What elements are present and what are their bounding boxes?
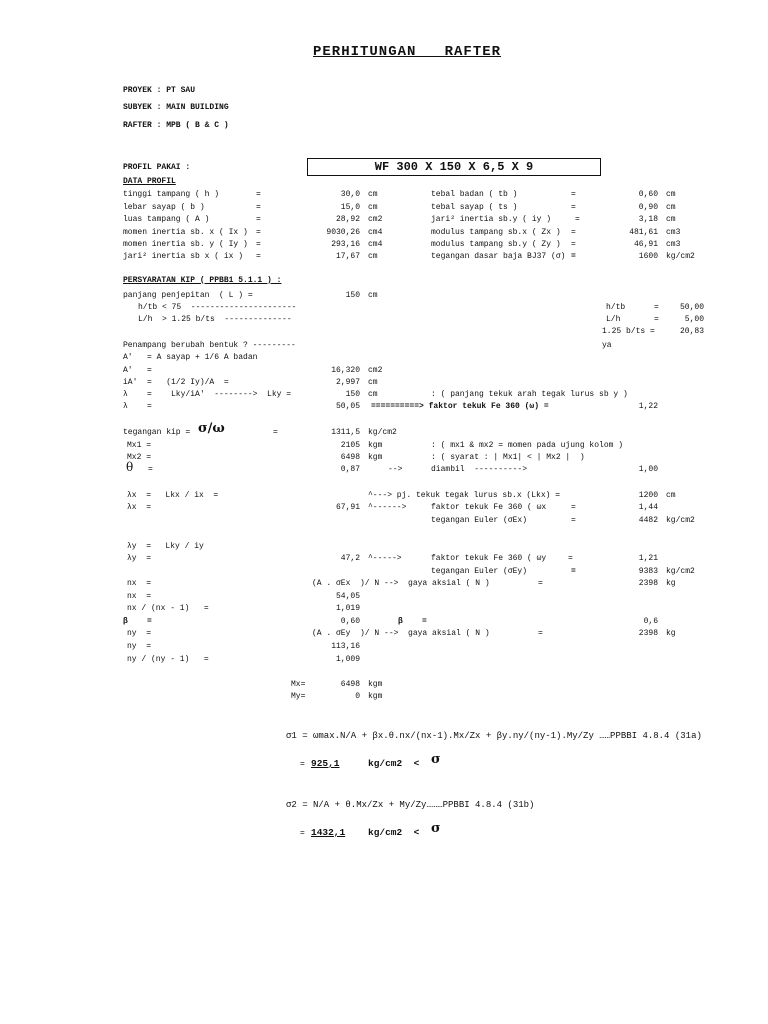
ny1-eq: =: [538, 629, 543, 638]
data-left-value: 15,0: [340, 203, 360, 212]
mx-label: Mx=: [291, 680, 306, 689]
formula-sigma1: σ1 = ωmax.N/A + βx.θ.nx/(nx-1).Mx/Zx + βy.ny/(ny-1).My/Zy ……PPBBI 4.8.4 (31a): [286, 731, 702, 741]
mx2-value: 6498: [340, 453, 360, 462]
profil-label: PROFIL PAKAI :: [123, 163, 191, 172]
data-right-eq: =: [571, 203, 576, 212]
rafter-line: RAFTER : MPB ( B & C ): [123, 121, 229, 130]
mx-unit: kgm: [368, 680, 383, 689]
data-left-unit: cm: [368, 190, 378, 199]
data-left-eq: =: [256, 252, 261, 261]
kip-stress-unit: kg/cm2: [368, 428, 397, 437]
my-unit: kgm: [368, 692, 383, 701]
data-right-label: tegangan dasar baja BJ37 (σ): [431, 252, 566, 261]
ny3-value: 1,009: [335, 655, 360, 664]
euler-x-value: 4482: [638, 516, 658, 525]
data-left-unit: cm4: [368, 228, 383, 237]
euler-y-eq: =: [571, 567, 576, 576]
data-left-label: momen inertia sb. y ( Iy ): [123, 240, 248, 249]
nx1-expr: (A . σEx )/ N --> gaya aksial ( N ): [312, 579, 490, 588]
ht-condition: h/tb < 75 ----------------------: [138, 303, 297, 312]
euler-y-value: 9383: [638, 567, 658, 576]
lkx-note: ^---> pj. tekuk tegak lurus sb.x (Lkx) =: [368, 491, 561, 500]
data-left-value: 17,67: [335, 252, 360, 261]
euler-x-label: tegangan Euler (σEx): [431, 516, 528, 525]
nx3-label: nx / (nx - 1) =: [127, 604, 209, 613]
data-right-label: jari² inertia sb.y ( iy ): [431, 215, 552, 224]
nx1-eq: =: [538, 579, 543, 588]
ia-label: iA' = (1/2 Iy)/A =: [123, 378, 229, 387]
data-right-label: modulus tampang sb.x ( Zx ): [431, 228, 561, 237]
theta-result: 1,00: [638, 465, 658, 474]
data-left-eq: =: [256, 190, 261, 199]
result1-eq: =: [300, 760, 305, 769]
result2-sigma: σ: [431, 821, 441, 836]
mx1-unit: kgm: [368, 441, 383, 450]
omega-y-value: 1,21: [638, 554, 658, 563]
data-right-unit: kg/cm2: [666, 252, 695, 261]
nx1-value: 2398: [638, 579, 658, 588]
result1-value: 925,1: [311, 758, 340, 769]
penampang-answer: ya: [602, 341, 612, 350]
ny1-label: ny =: [127, 629, 152, 638]
kip-stress-value: 1311,5: [331, 428, 360, 437]
euler-x-eq: =: [571, 516, 576, 525]
beta-y-label: β =: [398, 617, 427, 626]
data-left-unit: cm2: [368, 215, 383, 224]
nx2-label: nx =: [127, 592, 152, 601]
lambda2-value: 50,05: [335, 402, 360, 411]
result2-eq: =: [300, 829, 305, 838]
my-label: My=: [291, 692, 306, 701]
data-left-value: 293,16: [331, 240, 360, 249]
nx3-value: 1,019: [335, 604, 360, 613]
data-right-eq: =: [575, 215, 580, 224]
data-left-label: tinggi tampang ( h ): [123, 190, 220, 199]
data-left-value: 28,92: [335, 215, 360, 224]
lambda1-note: : ( panjang tekuk arah tegak lurus sb y ): [431, 390, 628, 399]
data-left-label: lebar sayap ( b ): [123, 203, 205, 212]
my-value: 0: [355, 692, 360, 701]
a-prime-unit: cm2: [368, 366, 383, 375]
data-left-label: momen inertia sb. x ( Ix ): [123, 228, 248, 237]
mx1-label: Mx1 =: [127, 441, 152, 450]
data-right-value: 3,18: [638, 215, 658, 224]
ny1-unit: kg: [666, 629, 676, 638]
lambda-y-arrow: ^----->: [368, 554, 402, 563]
data-right-eq: =: [571, 190, 576, 199]
data-right-eq: =: [571, 252, 576, 261]
mx2-note: : ( syarat : | Mx1| < | Mx2 | ): [431, 453, 585, 462]
data-right-label: tebal badan ( tb ): [431, 190, 518, 199]
lambda-y-value: 47,2: [340, 554, 360, 563]
euler-y-label: tegangan Euler (σEy): [431, 567, 528, 576]
omega-y-note: faktor tekuk Fe 360 ( ωy: [431, 554, 547, 563]
lkx-unit: cm: [666, 491, 676, 500]
lambda-x-arrow: ^------>: [368, 503, 407, 512]
ny1-expr: (A . σEy )/ N --> gaya aksial ( N ): [312, 629, 490, 638]
a-prime-label: A' =: [123, 366, 152, 375]
ht-eq: =: [654, 303, 659, 312]
ht-value: 50,00: [679, 303, 704, 312]
data-left-eq: =: [256, 215, 261, 224]
omega-x-eq: =: [571, 503, 576, 512]
a-prime-formula: A' = A sayap + 1/6 A badan: [123, 353, 258, 362]
lkx-value: 1200: [638, 491, 658, 500]
kip-stress-eq: =: [273, 428, 278, 437]
proyek-line: PROYEK : PT SAU: [123, 86, 196, 95]
data-right-unit: cm: [666, 190, 676, 199]
data-right-value: 0,90: [638, 203, 658, 212]
lh-value: 5,00: [684, 315, 704, 324]
result2-unit: kg/cm2 <: [368, 827, 420, 838]
lambda2-note: ==========> faktor tekuk Fe 360 (ω) =: [371, 402, 549, 411]
data-right-eq: =: [571, 240, 576, 249]
theta-arrow: -->: [388, 465, 403, 474]
omega-y-eq: =: [568, 554, 573, 563]
data-left-unit: cm: [368, 203, 378, 212]
data-left-label: jari² inertia sb x ( ix ): [123, 252, 244, 261]
lambda-y-label: λy =: [127, 554, 152, 563]
lh-condition: L/h > 1.25 b/ts --------------: [138, 315, 292, 324]
mx2-unit: kgm: [368, 453, 383, 462]
data-right-unit: cm: [666, 215, 676, 224]
kip-stress-expr: σ/ω: [198, 421, 225, 436]
lh-eq: =: [654, 315, 659, 324]
ia-unit: cm: [368, 378, 378, 387]
data-left-unit: cm: [368, 252, 378, 261]
penampang-line: Penampang berubah bentuk ? ---------: [123, 341, 296, 350]
nx1-label: nx =: [127, 579, 152, 588]
l-label: panjang penjepitan ( L ) =: [123, 291, 253, 300]
subyek-line: SUBYEK : MAIN BUILDING: [123, 103, 229, 112]
data-left-eq: =: [256, 203, 261, 212]
ht-label: h/tb: [606, 303, 626, 312]
data-left-label: luas tampang ( A ): [123, 215, 210, 224]
kip-stress-label: tegangan kip =: [123, 428, 191, 437]
ny2-label: ny =: [127, 642, 152, 651]
theta-label: θ: [126, 460, 134, 474]
data-right-unit: cm3: [666, 228, 681, 237]
lambda-x-label: λx =: [127, 503, 152, 512]
theta-eq: =: [148, 465, 153, 474]
result2-value: 1432,1: [311, 827, 346, 838]
result1-sigma: σ: [431, 752, 441, 767]
kip-heading: PERSYARATAN KIP ( PPBB1 5.1.1 ) :: [123, 276, 282, 285]
data-right-unit: cm3: [666, 240, 681, 249]
result1-unit: kg/cm2 <: [368, 758, 420, 769]
lambda-y-formula: λy = Lky / iy: [127, 542, 204, 551]
mx-value: 6498: [340, 680, 360, 689]
ia-value: 2,997: [335, 378, 360, 387]
beta-x-label: β =: [123, 617, 152, 626]
euler-x-unit: kg/cm2: [666, 516, 695, 525]
profil-box: [307, 158, 601, 176]
data-profil-heading: DATA PROFIL: [123, 177, 176, 186]
data-right-eq: =: [571, 228, 576, 237]
page-title: PERHITUNGAN RAFTER: [313, 44, 502, 60]
data-left-unit: cm4: [368, 240, 383, 249]
omega-x-value: 1,44: [638, 503, 658, 512]
beta-y-value: 0,6: [643, 617, 658, 626]
data-right-label: tebal sayap ( ts ): [431, 203, 518, 212]
mx2-label: Mx2 =: [127, 453, 152, 462]
nx2-value: 54,05: [335, 592, 360, 601]
data-right-value: 1600: [638, 252, 658, 261]
beta-x-value: 0,60: [340, 617, 360, 626]
a-prime-value: 16,320: [331, 366, 360, 375]
ny1-value: 2398: [638, 629, 658, 638]
data-left-eq: =: [256, 240, 261, 249]
ny3-label: ny / (ny - 1) =: [127, 655, 209, 664]
data-left-value: 30,0: [340, 190, 360, 199]
data-right-value: 481,61: [629, 228, 658, 237]
data-right-value: 0,60: [638, 190, 658, 199]
l-value: 150: [345, 291, 360, 300]
lambda2-result: 1,22: [638, 402, 658, 411]
formula-sigma2: σ2 = N/A + θ.Mx/Zx + My/Zy………PPBBI 4.8.4 (31b): [286, 800, 535, 810]
data-left-eq: =: [256, 228, 261, 237]
mx1-note: : ( mx1 & mx2 = momen pada ujung kolom ): [431, 441, 624, 450]
bts-label: 1.25 b/ts =: [602, 327, 655, 336]
nx1-unit: kg: [666, 579, 676, 588]
theta-note: diambil ---------->: [431, 465, 528, 474]
profil-value: WF 300 X 150 X 6,5 X 9: [374, 160, 534, 174]
omega-x-note: faktor tekuk Fe 360 ( ωx: [431, 503, 547, 512]
lambda1-value: 150: [345, 390, 360, 399]
l-unit: cm: [368, 291, 378, 300]
euler-y-unit: kg/cm2: [666, 567, 695, 576]
bts-value: 20,83: [679, 327, 704, 336]
lambda2-label: λ =: [123, 402, 152, 411]
data-right-unit: cm: [666, 203, 676, 212]
lambda-x-formula: λx = Lkx / ix =: [127, 491, 219, 500]
lh-label: L/h: [606, 315, 621, 324]
data-right-label: modulus tampang sb.y ( Zy ): [431, 240, 561, 249]
data-right-value: 46,91: [633, 240, 658, 249]
theta-value: 0,87: [340, 465, 360, 474]
lambda1-unit: cm: [368, 390, 378, 399]
ny2-value: 113,16: [331, 642, 360, 651]
mx1-value: 2105: [340, 441, 360, 450]
lambda1-label: λ = Lky/iA' --------> Lky =: [123, 390, 292, 399]
data-left-value: 9030,26: [326, 228, 360, 237]
lambda-x-value: 67,91: [335, 503, 360, 512]
